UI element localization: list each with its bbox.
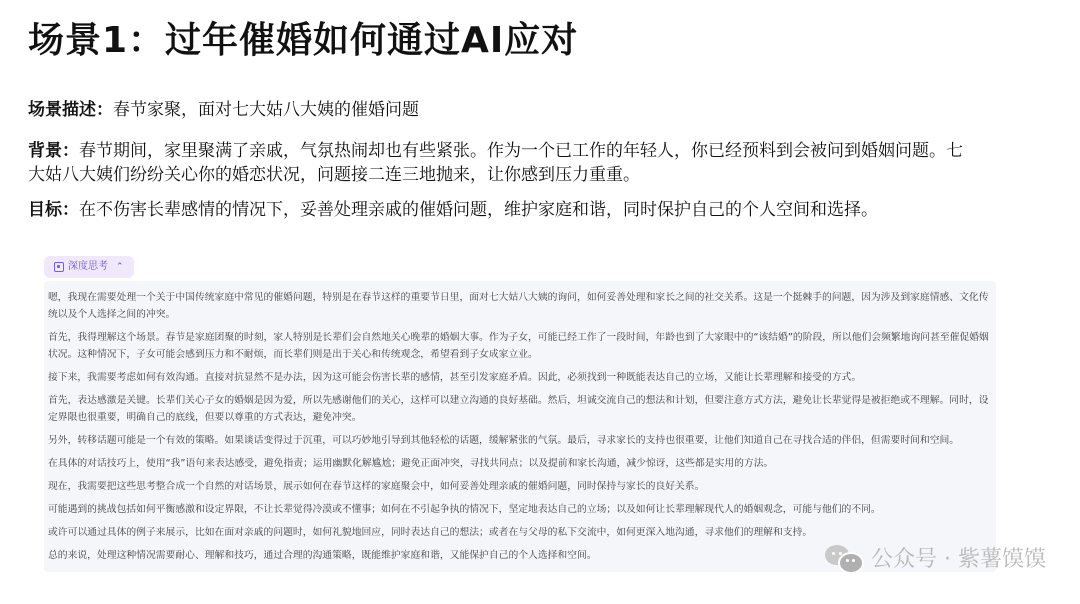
page-title: 场景1：过年催婚如何通过AI应对 [28, 20, 579, 61]
thinking-paragraph: 现在，我需要把这些思考整合成一个自然的对话场景，展示如何在春节这样的家庭聚会中，如何妥善处理亲戚的催婚问题，同时保持与家长的良好关系。 [48, 481, 705, 492]
goal-text: 在不伤害长辈感情的情况下，妥善处理亲戚的催婚问题，维护家庭和谐，同时保护自己的个人空间和选择。 [79, 200, 878, 220]
deep-thinking-icon [54, 262, 64, 272]
thinking-paragraph: 首先，我得理解这个场景。春节是家庭团聚的时刻，家人特别是长辈们会自然地关心晚辈的婚姻大事。作为子女，可能已经工作了一段时间，年龄也到了大家眼中的“该结婚”的阶段，所以他们会频繁地询问甚至催促婚姻状况。这种情况下，子女可能会感到压力和不耐烦，而长辈们则是出于关心和传统观念，希望看到子女成家立业。 [48, 332, 989, 360]
goal-label: 目标： [28, 200, 79, 220]
scene-text: 春节家聚，面对七大姑八大姨的催婚问题 [113, 100, 419, 120]
background-text: 春节期间，家里聚满了亲戚，气氛热闹却也有些紧张。作为一个已工作的年轻人，你已经预料到会被问到婚姻问题。七大姑八大姨们纷纷关心你的婚恋状况，问题接二连三地抛来，让你感到压力重重。 [28, 141, 963, 185]
scene-description [28, 98, 1028, 122]
background-description [28, 139, 963, 187]
thinking-paragraph: 另外，转移话题可能是一个有效的策略。如果谈话变得过于沉重，可以巧妙地引导到其他轻松的话题，缓解紧张的气氛。最后，寻求家长的支持也很重要，让他们知道自己在寻找合适的伴侣，但需要时间和空间。 [48, 435, 960, 446]
scene-label: 场景描述： [28, 100, 113, 120]
background-label: 背景： [28, 141, 79, 161]
watermark-text: 公众号 · 紫薯馍馍 [871, 547, 1046, 572]
deep-thinking-label: 深度思考 [68, 261, 108, 272]
thinking-paragraph: 接下来，我需要考虑如何有效沟通。直接对抗显然不是办法，因为这可能会伤害长辈的感情，甚至引发家庭矛盾。因此，必须找到一种既能表达自己的立场，又能让长辈理解和接受的方式。 [48, 372, 862, 383]
thinking-paragraph: 或许可以通过具体的例子来展示，比如在面对亲戚的问题时，如何礼貌地回应，同时表达自己的想法；或者在与父母的私下交流中，如何更深入地沟通，寻求他们的理解和支持。 [48, 527, 813, 538]
thinking-paragraph: 嗯，我现在需要处理一个关于中国传统家庭中常见的催婚问题，特别是在春节这样的重要节日里，面对七大姑八大姨的询问，如何妥善处理和家长之间的社交关系。这是一个挺棘手的问题，因为涉及到家庭情感、文化传统以及个人选择之间的冲突。 [48, 292, 989, 320]
goal-description [28, 198, 1028, 222]
watermark [825, 542, 1046, 573]
thinking-paragraph: 总的来说，处理这种情况需要耐心、理解和技巧，通过合理的沟通策略，既能维护家庭和谐，又能保护自己的个人选择和空间。 [48, 550, 597, 561]
thinking-paragraph: 可能遇到的挑战包括如何平衡感激和设定界限，不让长辈觉得冷漠或不懂事；如何在不引起争执的情况下，坚定地表达自己的立场；以及如何让长辈理解现代人的婚姻观念，可能与他们的不同。 [48, 504, 881, 515]
chevron-up-icon: ⌃ [116, 262, 124, 272]
wechat-icon [825, 543, 863, 573]
thinking-paragraph: 在具体的对话技巧上，使用“我”语句来表达感受，避免指责；运用幽默化解尴尬；避免正面冲突，寻找共同点；以及提前和家长沟通，减少惊讶，这些都是实用的方法。 [48, 458, 774, 469]
deep-thinking-toggle[interactable] [44, 256, 134, 278]
thinking-panel [44, 281, 996, 572]
thinking-paragraph: 首先，表达感激是关键。长辈们关心子女的婚姻是因为爱，所以先感谢他们的关心，这样可以建立沟通的良好基础。然后，坦诚交流自己的想法和计划，但要注意方式方法，避免让长辈觉得是被拒绝或不理解。同时，设定界限也很重要，明确自己的底线，但要以尊重的方式表达，避免冲突。 [48, 395, 989, 423]
